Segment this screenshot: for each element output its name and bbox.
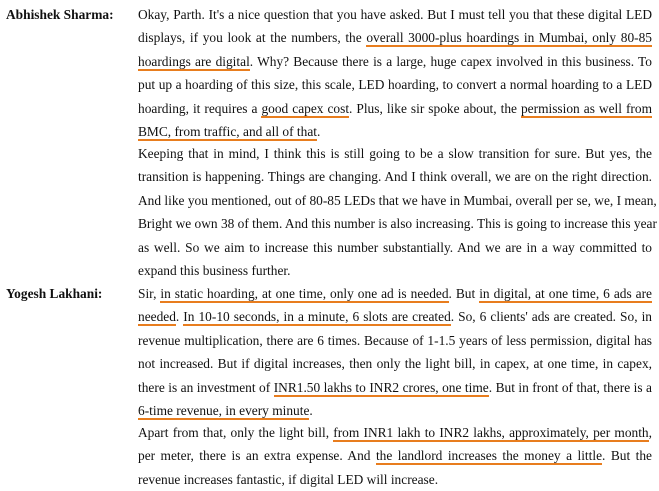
text-line: hoarding, it requires a good capex cost. Plus, like sir spoke about, the permission as well from	[138, 100, 652, 116]
text-line: revenue increases fantastic, if digital LED will increase.	[138, 471, 439, 487]
text-line: Bright we own 38 of them. And this number is also increasing. This is going to increase this year	[138, 216, 657, 232]
highlighted-phrase: permission as well from	[520, 100, 652, 116]
text-line: put up a hoarding of this size, this scale, LED hoarding, to convert a normal hoarding to a LED	[138, 77, 652, 93]
highlighted-phrase: overall 3000-plus hoardings in Mumbai, only 80-85	[366, 30, 652, 46]
highlighted-phrase: in digital, at one time, 6 ads are	[479, 286, 653, 301]
text-line: Sir, in static hoarding, at one time, only one ad is needed. But in digital, at one time, 6 ads are	[138, 286, 653, 301]
text-line: needed. In 10-10 seconds, in a minute, 6 slots are created. So, 6 clients' ads are created. So, in	[138, 309, 652, 325]
highlighted-phrase: INR1.50 lakhs to INR2 crores, one time	[273, 379, 489, 395]
text-line: there is an investment of INR1.50 lakhs to INR2 crores, one time. But in front of that, there is a	[138, 379, 652, 395]
text-line: as well. So we aim to increase this number substantially. And we are in a way committed to	[138, 239, 652, 255]
yogesh-paragraph-1	[138, 282, 652, 422]
text-line: displays, if you look at the numbers, the overall 3000-plus hoardings in Mumbai, only 80-85	[138, 30, 652, 46]
abhishek-paragraph-1	[138, 3, 652, 143]
text-line: hoardings are digital. Why? Because there is a large, huge capex involved in this business. To	[138, 53, 652, 69]
text-line: BMC, from traffic, and all of that.	[138, 124, 321, 140]
highlighted-phrase: the landlord increases the money a little	[375, 448, 603, 464]
highlighted-phrase: needed	[138, 309, 176, 325]
text-line: And like you mentioned, out of 80-85 LEDs that we have in Mumbai, overall per se, we, I mean,	[138, 192, 657, 208]
speaker-name-yogesh: Yogesh Lakhani:	[6, 286, 103, 301]
text-line: revenue multiplication, there are 6 times. Because of 1-1.5 years of less permission, digital has	[138, 332, 652, 348]
text-line: Keeping that in mind, I think this is still going to be a slow transition for sure. But yes, the	[138, 146, 652, 161]
highlighted-phrase: BMC, from traffic, and all of that	[138, 124, 317, 140]
text-line: transition is happening. Things are changing. And I think overall, we are on the right direction.	[138, 169, 652, 185]
highlighted-phrase: In 10-10 seconds, in a minute, 6 slots are created	[183, 309, 451, 325]
text-line: not increased. But if digital increases, then only the light bill, in capex, at one time, in capex,	[138, 356, 652, 372]
text-line: Apart from that, only the light bill, from INR1 lakh to INR2 lakhs, approximately, per month,	[138, 425, 652, 440]
highlighted-phrase: in static hoarding, at one time, only one ad is needed	[160, 286, 449, 301]
yogesh-paragraph-2	[138, 421, 652, 491]
text-line: 6-time revenue, in every minute.	[138, 403, 313, 419]
speaker-name-abhishek: Abhishek Sharma:	[6, 7, 114, 22]
highlighted-phrase: from INR1 lakh to INR2 lakhs, approximately, per month	[333, 425, 649, 440]
text-line: per meter, there is an extra expense. And the landlord increases the money a little. But the	[138, 448, 652, 464]
text-line: expand this business further.	[138, 263, 291, 279]
highlighted-phrase: good capex cost	[261, 100, 350, 116]
abhishek-paragraph-2	[138, 142, 657, 282]
text-line: Okay, Parth. It's a nice question that you have asked. But I must tell you that these digital LED	[138, 7, 652, 22]
highlighted-phrase: 6-time revenue, in every minute	[138, 403, 310, 419]
highlighted-phrase: hoardings are digital	[138, 53, 250, 69]
